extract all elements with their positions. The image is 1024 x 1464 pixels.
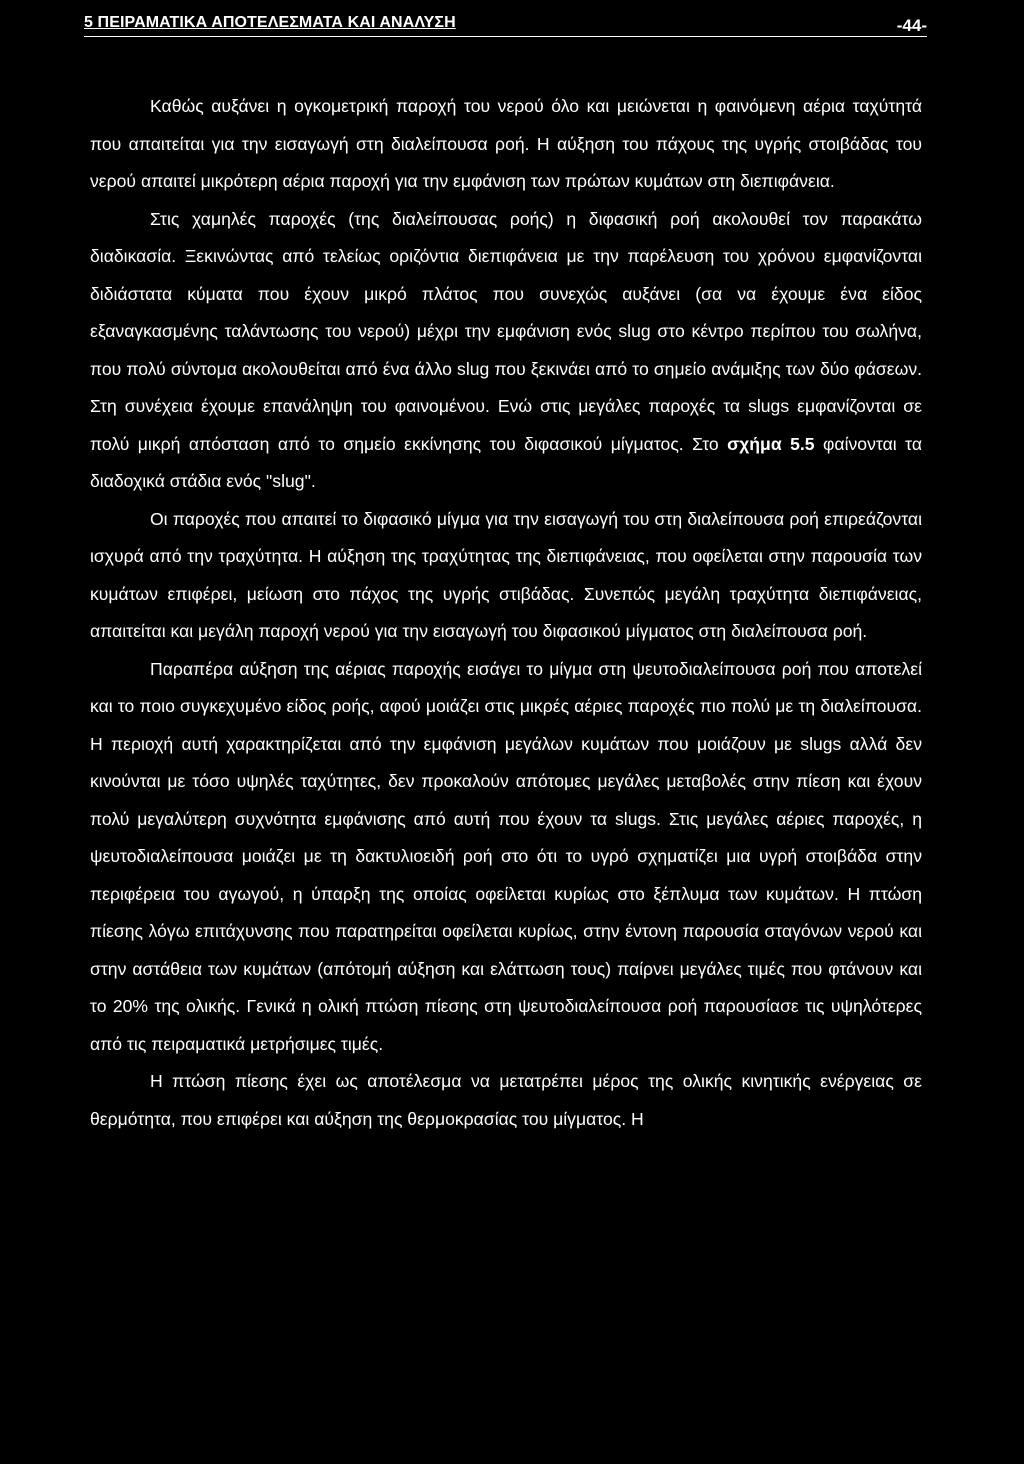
paragraph-1: Καθώς αυξάνει η ογκομετρική παροχή του νερού όλο και μειώνεται η φαινόμενη αέρια ταχύτητά που απαιτείται για την εισαγωγή στη διαλείπουσα ροή. Η αύξηση του πάχους της υγρής στοιβάδας του νερού απαιτεί μικρότερη αέρια παροχή για την εμφάνιση των πρώτων κυμάτων στη διεπιφάνεια. (90, 96, 922, 191)
figure-reference: σχήμα 5.5 (727, 433, 815, 454)
paragraph-4: Παραπέρα αύξηση της αέριας παροχής εισάγει το μίγμα στη ψευτοδιαλείπουσα ροή που αποτελεί και το ποιο συγκεχυμένο είδος ροής, αφού μοιάζει στις μικρές αέριες παροχές πιο πολύ με τη διαλείπουσα. Η περιοχή αυτή χαρακτηρίζεται από την εμφάνιση μεγάλων κυμάτων που μοιάζουν με slugs αλλά δεν κινούνται με τόσο υψηλές ταχύτητες, δεν προκαλούν απότομες μεγάλες μεταβολές στην πίεση και έχουν πολύ μεγαλύτερη συχνότητα εμφάνισης από αυτή που έχουν τα slugs. Στις μεγάλες αέριες παροχές, η ψευτοδιαλείπουσα μοιάζει με τη δακτυλιοειδή ροή στο ότι το υγρό σχηματίζει μια υγρή στοιβάδα στην περιφέρεια του αγωγού, η ύπαρξη της οποίας οφείλεται κυρίως στο ξέπλυμα των κυμάτων. Η πτώση πίεσης λόγω επιτάχυνσης που παρατηρείται οφείλεται κυρίως, στην έντονη παρουσία σταγόνων νερού και στην αστάθεια των κυμάτων (απότομή αύξηση και ελάττωση τους) παίρνει μεγάλες τιμές που φτάνουν και το 20% της ολικής. Γενικά η ολική πτώση πίεσης στη ψευτοδιαλείπουσα ροή παρουσίασε τις υψηλότερες από τις πειραματικά μετρήσιμες τιμές. (90, 658, 922, 1054)
chapter-title: 5 ΠΕΙΡΑΜΑΤΙΚΑ ΑΠΟΤΕΛΕΣΜΑΤΑ ΚΑΙ ΑΝΑΛΥΣΗ (84, 14, 456, 31)
body-text (90, 88, 922, 1138)
page-header (84, 14, 927, 37)
paragraph-2-tail: φαίνονται τα διαδοχικά στάδια ενός "slug". (90, 433, 923, 491)
paragraph-5: Η πτώση πίεσης έχει ως αποτέλεσμα να μετατρέπει μέρος της ολικής κινητικής ενέργειας σε θερμότητα, που επιφέρει και αύξηση της θερμοκρασίας του μίγματος. Η (90, 1071, 922, 1129)
paragraph-2-text: Στις χαμηλές παροχές (της διαλείπουσας ροής) η διφασική ροή ακολουθεί τον παρακάτω διαδικασία. Ξεκινώντας από τελείως οριζόντια διεπιφάνεια με την παρέλευση του χρόνου εμφανίζονται διδιάστατα κύματα που έχουν μικρό πλάτος που συνεχώς αυξάνει (σα να έχουμε ένα είδος εξαναγκασμένης ταλάντωσης του νερού) μέχρι την εμφάνιση ενός slug στο κέντρο περίπου του σωλήνα, που πολύ σύντομα ακολουθείται από ένα άλλο slug που ξεκινάει από το σημείο ανάμιξης των δύο φάσεων. Στη συνέχεια έχουμε επανάληψη του φαινομένου. Ενώ στις μεγάλες παροχές τα slugs εμφανίζονται σε πολύ μικρή απόσταση από το σημείο εκκίνησης του διφασικού μίγματος. Στο (90, 208, 922, 454)
page-number: -44- (896, 16, 927, 35)
paragraph-3: Οι παροχές που απαιτεί το διφασικό μίγμα για την εισαγωγή του στη διαλείπουσα ροή επιρεάζονται ισχυρά από την τραχύτητα. Η αύξηση της τραχύτητας της διεπιφάνειας, που οφείλεται στην παρουσία των κυμάτων επιφέρει, μείωση στο πάχος της υγρής στιβάδας. Συνεπώς μεγάλη τραχύτητα διεπιφάνειας, απαιτείται και μεγάλη παροχή νερού για την εισαγωγή του διφασικού μίγματος στη διαλείπουσα ροή. (90, 508, 922, 641)
paragraph-2 (90, 201, 922, 501)
